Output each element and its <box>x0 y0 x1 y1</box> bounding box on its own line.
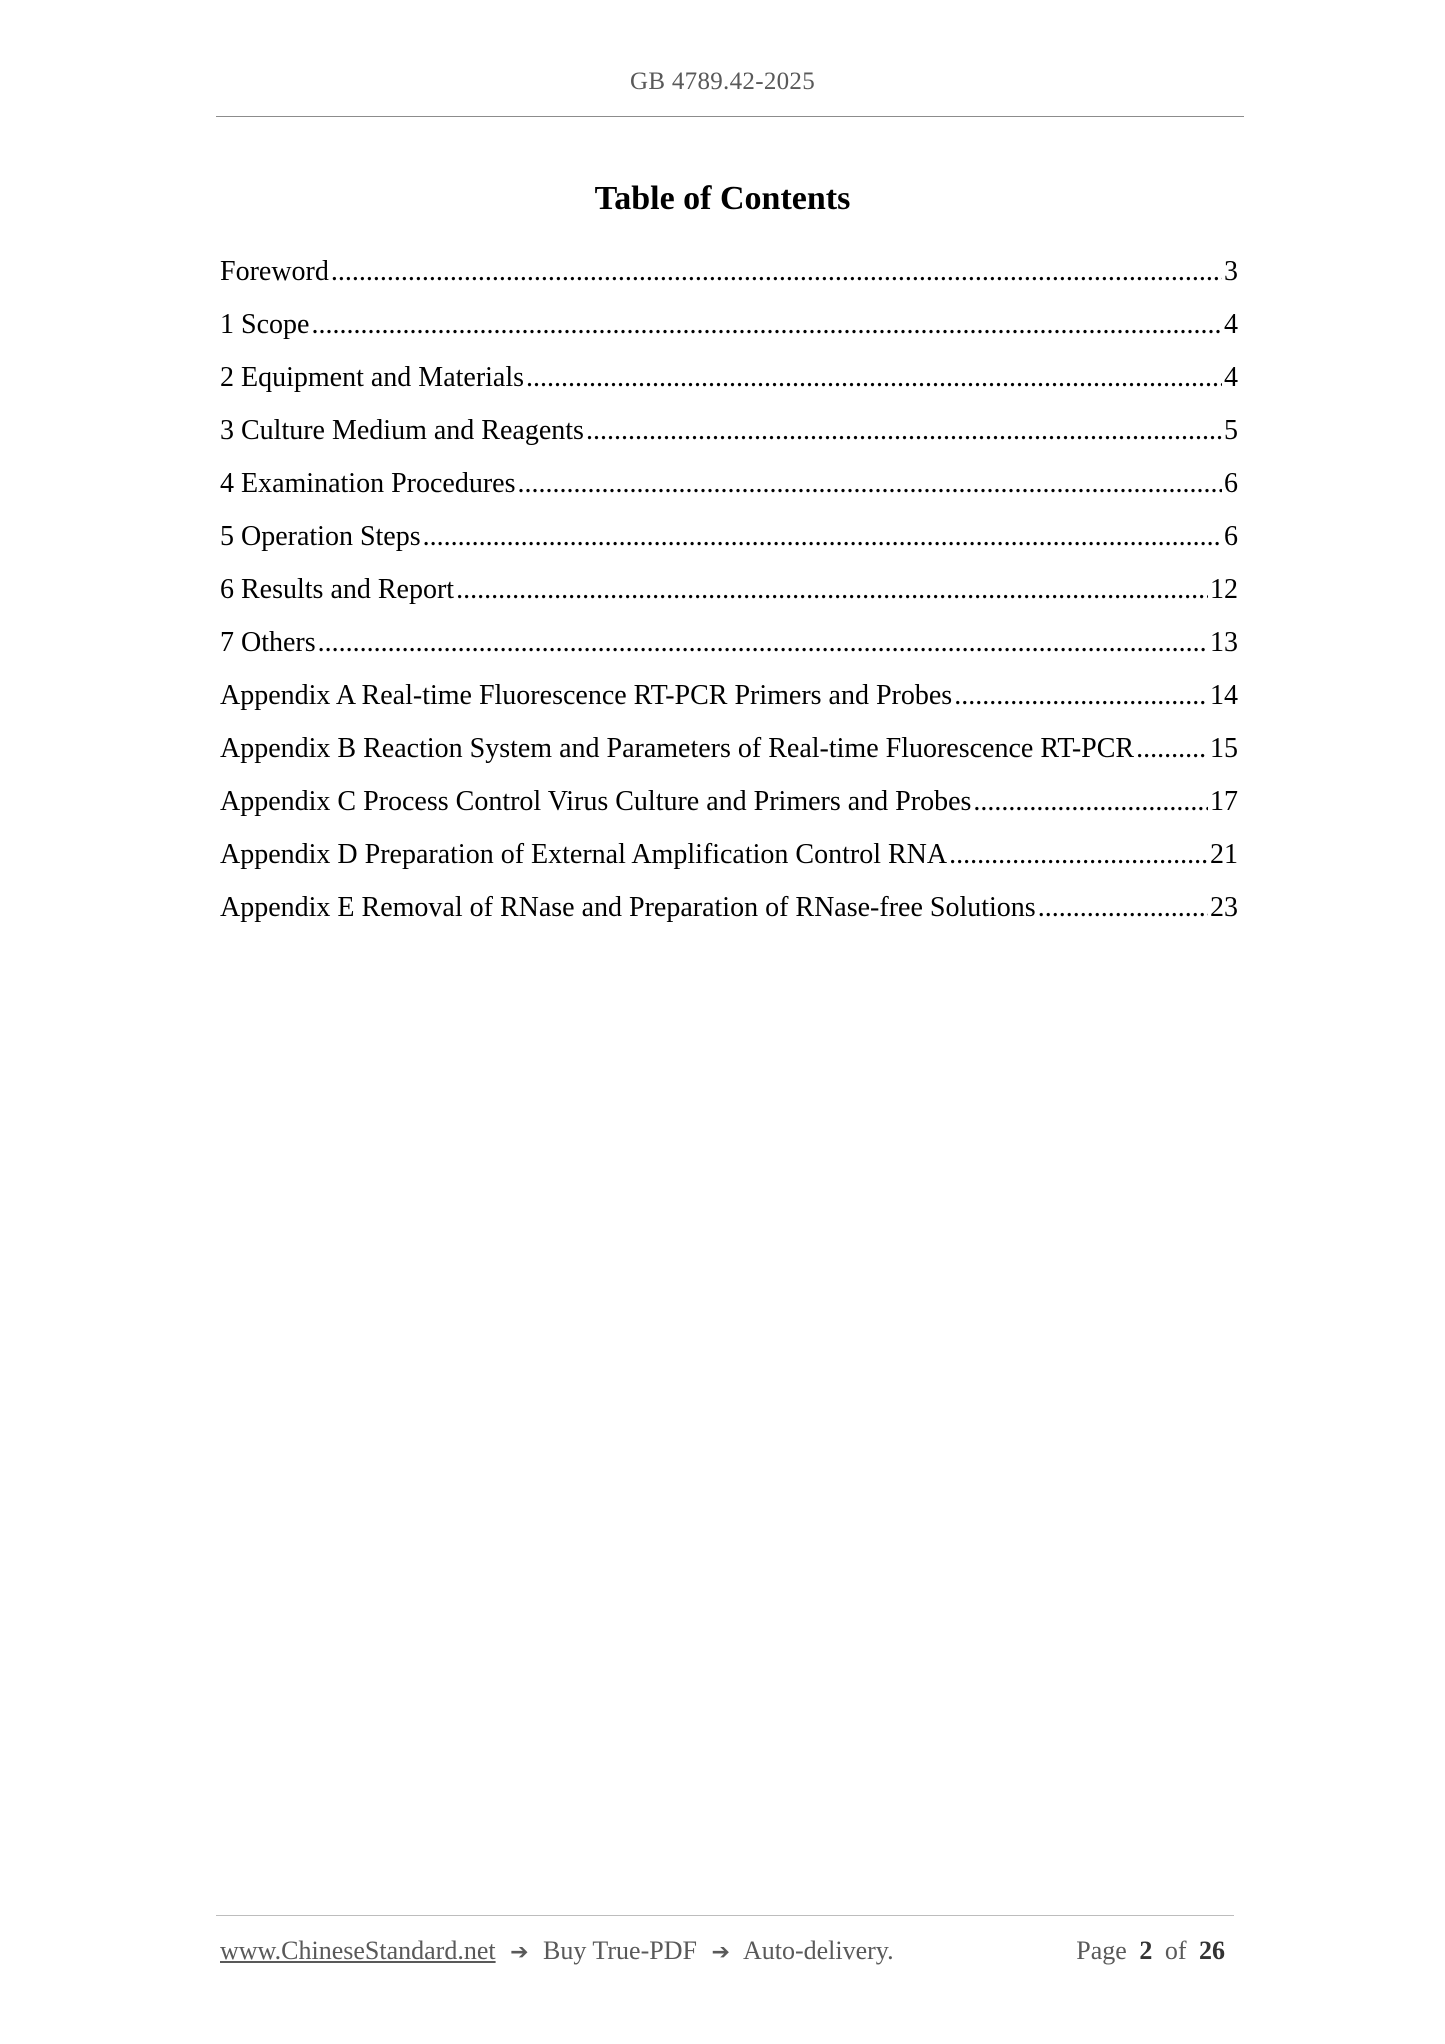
toc-entry-appendix-d[interactable] <box>220 836 1238 889</box>
current-page-number: 2 <box>1139 1936 1153 1965</box>
toc-entry-equipment-and-materials[interactable] <box>220 359 1238 412</box>
toc-entry-page: 6 <box>1224 468 1238 499</box>
toc-entry-foreword[interactable] <box>220 253 1238 306</box>
auto-delivery-text: Auto-delivery. <box>742 1936 894 1965</box>
toc-dot-leader <box>1038 889 1208 927</box>
footer-promo <box>220 1936 894 1966</box>
footer-divider <box>216 1915 1234 1916</box>
toc-dot-leader <box>1136 730 1208 768</box>
toc-entry-appendix-b[interactable] <box>220 730 1238 783</box>
arrow-right-icon: ➔ <box>711 1940 730 1965</box>
toc-dot-leader <box>954 677 1208 715</box>
header-divider <box>216 116 1244 117</box>
toc-entry-page: 14 <box>1210 680 1238 711</box>
toc-dot-leader <box>949 836 1208 874</box>
toc-entry-label: Appendix C Process Control Virus Culture and Primers and Probes <box>220 786 972 817</box>
toc-dot-leader <box>517 465 1222 503</box>
toc-entry-label: 5 Operation Steps <box>220 521 421 552</box>
toc-entry-page: 4 <box>1224 362 1238 393</box>
toc-entry-label: 2 Equipment and Materials <box>220 362 525 393</box>
arrow-right-icon: ➔ <box>510 1940 529 1965</box>
toc-dot-leader <box>311 306 1222 344</box>
toc-entry-appendix-a[interactable] <box>220 677 1238 730</box>
toc-entry-label: Appendix A Real-time Fluorescence RT-PCR Primers and Probes <box>220 680 953 711</box>
toc-entry-culture-medium-and-reagents[interactable] <box>220 412 1238 465</box>
toc-entry-label: 3 Culture Medium and Reagents <box>220 415 584 446</box>
toc-entry-label: 1 Scope <box>220 309 310 340</box>
toc-entry-scope[interactable] <box>220 306 1238 359</box>
toc-entry-page: 5 <box>1224 415 1238 446</box>
toc-title: Table of Contents <box>594 180 851 217</box>
toc-entry-page: 6 <box>1224 521 1238 552</box>
toc-entry-label: Appendix D Preparation of External Amplification Control RNA <box>220 839 948 870</box>
toc-entry-page: 17 <box>1210 786 1238 817</box>
toc-dot-leader <box>526 359 1222 397</box>
page-word: Page <box>1076 1936 1127 1965</box>
table-of-contents <box>220 253 1238 942</box>
toc-entry-page: 13 <box>1210 627 1238 658</box>
toc-entry-operation-steps[interactable] <box>220 518 1238 571</box>
toc-entry-label: Foreword <box>220 256 329 287</box>
toc-entry-label: 4 Examination Procedures <box>220 468 516 499</box>
toc-entry-page: 4 <box>1224 309 1238 340</box>
toc-dot-leader <box>423 518 1222 556</box>
toc-entry-page: 23 <box>1210 892 1238 923</box>
toc-dot-leader <box>318 624 1208 662</box>
toc-dot-leader <box>973 783 1208 821</box>
toc-dot-leader <box>456 571 1208 609</box>
toc-dot-leader <box>331 253 1222 291</box>
total-pages-number: 26 <box>1199 1936 1225 1965</box>
toc-dot-leader <box>586 412 1222 450</box>
toc-entry-page: 12 <box>1210 574 1238 605</box>
toc-entry-label: Appendix E Removal of RNase and Preparation of RNase-free Solutions <box>220 892 1036 923</box>
toc-entry-label: 7 Others <box>220 627 316 658</box>
toc-entry-page: 15 <box>1210 733 1238 764</box>
page-number-indicator <box>1076 1936 1231 1966</box>
document-header-id: GB 4789.42-2025 <box>629 68 816 95</box>
of-word: of <box>1164 1936 1187 1965</box>
toc-entry-appendix-c[interactable] <box>220 783 1238 836</box>
toc-entry-examination-procedures[interactable] <box>220 465 1238 518</box>
toc-entry-label: Appendix B Reaction System and Parameters of Real-time Fluorescence RT-PCR <box>220 733 1135 764</box>
toc-entry-page: 21 <box>1210 839 1238 870</box>
website-link[interactable]: www.ChineseStandard.net <box>220 1936 496 1965</box>
toc-entry-label: 6 Results and Report <box>220 574 455 605</box>
toc-entry-results-and-report[interactable] <box>220 571 1238 624</box>
buy-pdf-text: Buy True-PDF <box>543 1936 697 1965</box>
toc-entry-page: 3 <box>1224 256 1238 287</box>
toc-entry-others[interactable] <box>220 624 1238 677</box>
toc-entry-appendix-e[interactable] <box>220 889 1238 942</box>
